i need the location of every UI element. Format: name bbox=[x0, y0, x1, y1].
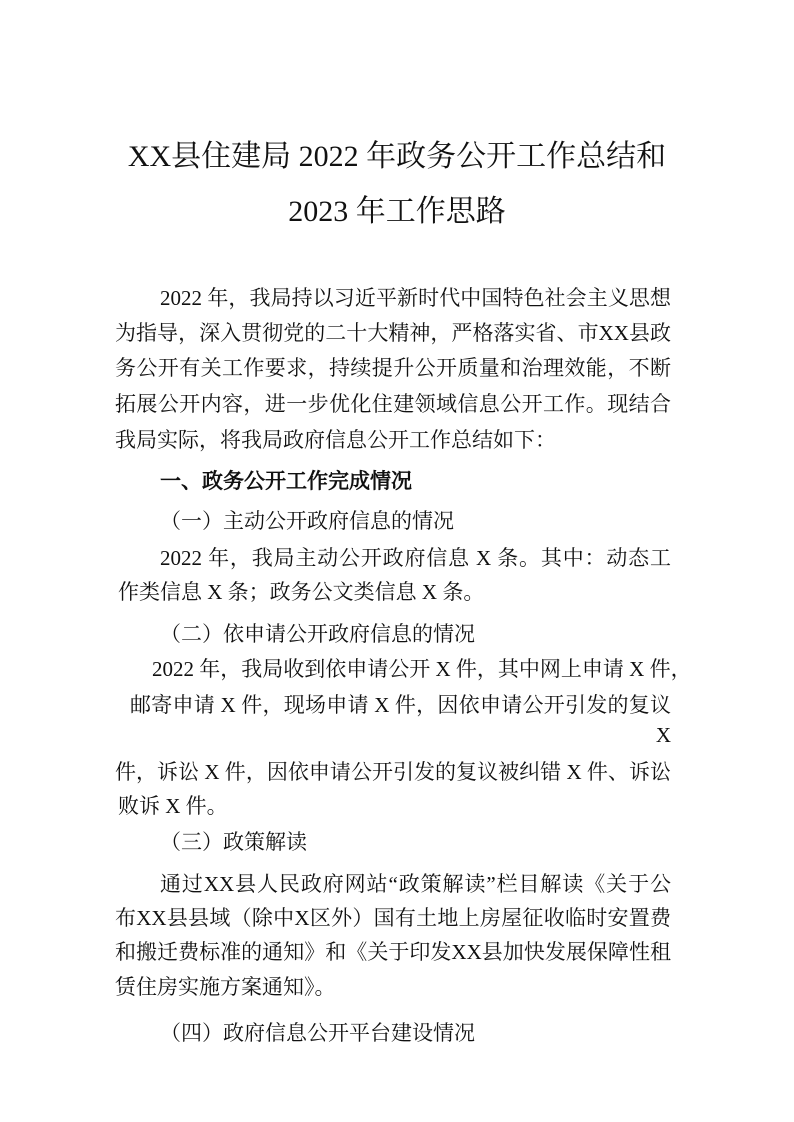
text-line: 败诉 X 件。 bbox=[118, 794, 228, 818]
subsection-heading: （四）政府信息公开平台建设情况 bbox=[160, 1021, 475, 1045]
title-line-1: XX县住建局 2022 年政务公开工作总结和 bbox=[127, 140, 667, 173]
text-line: 通过XX县人民政府网站“政策解读”栏目解读《关于公 bbox=[160, 872, 671, 896]
text-line: X bbox=[655, 723, 671, 747]
text-line: 2022 年，我局主动公开政府信息 X 条。其中：动态工 bbox=[160, 546, 671, 570]
section-heading: 一、政务公开工作完成情况 bbox=[160, 469, 412, 493]
text-line: 我局实际，将我局政府信息公开工作总结如下： bbox=[115, 428, 556, 452]
subsection-heading: （一）主动公开政府信息的情况 bbox=[160, 509, 454, 533]
text-line: 为指导，深入贯彻党的二十大精神，严格落实省、市XX县政 bbox=[115, 321, 671, 345]
text-line: 2022 年，我局收到依申请公开 X 件，其中网上申请 X 件， bbox=[152, 657, 692, 681]
text-line: 布XX县县域（除中X区外）国有土地上房屋征收临时安置费 bbox=[115, 906, 671, 930]
text-line: 邮寄申请 X 件，现场申请 X 件，因依申请公开引发的复议 bbox=[130, 693, 671, 717]
subsection-heading: （二）依申请公开政府信息的情况 bbox=[160, 622, 475, 646]
text-line: 2022 年，我局持以习近平新时代中国特色社会主义思想 bbox=[160, 286, 671, 310]
text-line: 赁住房实施方案通知》。 bbox=[115, 975, 336, 999]
subsection-heading: （三）政策解读 bbox=[160, 830, 307, 854]
text-line: 拓展公开内容，进一步优化住建领域信息公开工作。现结合 bbox=[115, 392, 671, 416]
text-line: 作类信息 X 条；政务公文类信息 X 条。 bbox=[118, 580, 485, 604]
text-line: 件，诉讼 X 件，因依申请公开引发的复议被纠错 X 件、诉讼 bbox=[115, 760, 671, 784]
text-line: 务公开有关工作要求，持续提升公开质量和治理效能，不断 bbox=[115, 356, 671, 380]
text-line: 和搬迁费标准的通知》和《关于印发XX县加快发展保障性租 bbox=[115, 940, 671, 964]
title-line-2: 2023 年工作思路 bbox=[288, 195, 506, 228]
